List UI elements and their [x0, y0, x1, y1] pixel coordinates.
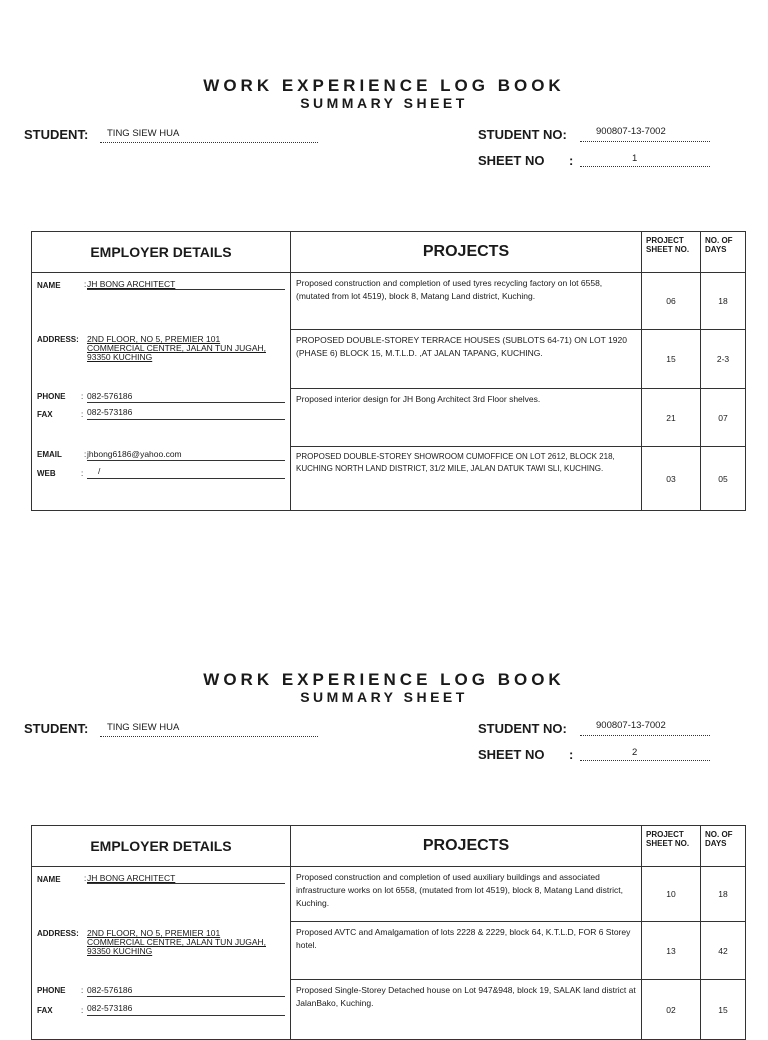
- address-line-3: 93350 KUCHING: [87, 352, 153, 362]
- web-colon: :: [81, 469, 84, 478]
- address-line-1: 2ND FLOOR, NO 5, PREMIER 101: [87, 334, 221, 344]
- student-no: 900807-13-7002: [596, 126, 666, 137]
- project-days: 07: [701, 388, 746, 446]
- project-description: Proposed interior design for JH Bong Architect 3rd Floor shelves.: [291, 388, 642, 446]
- project-description: Proposed construction and completion of used auxiliary buildings and associated infrastructure works on lot 6558, (mutated from lot 4519), block 8, Matang Land district, Kuching.: [291, 867, 642, 922]
- address-line-3: 93350 KUCHING: [87, 946, 153, 956]
- phone-value: 082-576186: [87, 391, 133, 401]
- project-days: 15: [701, 980, 746, 1040]
- web-underline: [87, 478, 285, 479]
- fax-label: FAX: [37, 410, 53, 419]
- employer-details-header: EMPLOYER DETAILS: [32, 826, 291, 867]
- email-value: jhbong6186@yahoo.com: [87, 449, 182, 459]
- projects-header: PROJECTS: [291, 826, 642, 867]
- sheet-no-colon: :: [569, 153, 574, 168]
- employer-name: JH BONG ARCHITECT: [87, 279, 176, 289]
- email-label: EMAIL: [37, 450, 62, 459]
- phone-colon: :: [81, 986, 84, 995]
- name-label: NAME: [37, 281, 61, 290]
- project-days: 18: [701, 273, 746, 330]
- phone-colon: :: [81, 392, 84, 401]
- project-sheet-no: 13: [642, 922, 701, 980]
- sheet-subtitle: SUMMARY SHEET: [300, 95, 468, 111]
- address-label: ADDRESS:: [37, 335, 79, 344]
- sheet-title: WORK EXPERIENCE LOG BOOK: [203, 670, 565, 689]
- project-sheet-no: 21: [642, 388, 701, 446]
- project-sheet-no: 10: [642, 867, 701, 922]
- summary-table: [31, 825, 746, 1040]
- web-label: WEB: [37, 469, 56, 478]
- name-colon: :: [84, 280, 87, 289]
- projects-header: PROJECTS: [291, 232, 642, 273]
- employer-details: [32, 867, 291, 1040]
- summary-table: [31, 231, 746, 511]
- project-days: 05: [701, 447, 746, 511]
- project-sheet-no: 03: [642, 447, 701, 511]
- student-name: TING SIEW HUA: [107, 128, 180, 139]
- project-days: 42: [701, 922, 746, 980]
- address-label: ADDRESS:: [37, 929, 79, 938]
- project-description: PROPOSED DOUBLE-STOREY TERRACE HOUSES (SUBLOTS 64-71) ON LOT 1920 (PHASE 6) BLOCK 15, M.T.L.D. ,AT JALAN TAPANG, KUCHING.: [291, 330, 642, 388]
- project-description: Proposed Single-Storey Detached house on Lot 947&948, block 19, SALAK land district at JalanBako, Kuching.: [291, 980, 642, 1040]
- summary-sheet-2: [0, 594, 768, 1024]
- email-colon: :: [84, 450, 87, 459]
- fax-colon: :: [81, 410, 84, 419]
- fax-colon: :: [81, 1006, 84, 1015]
- phone-label: PHONE: [37, 986, 66, 995]
- phone-label: PHONE: [37, 392, 66, 401]
- employer-details: [32, 273, 291, 511]
- project-sheet-no: 02: [642, 980, 701, 1040]
- web-value: /: [98, 466, 101, 476]
- phone-underline: [87, 402, 285, 403]
- name-underline: [87, 289, 285, 290]
- email-underline: [87, 460, 285, 461]
- sheet-no: 1: [632, 153, 638, 164]
- sheet-no: 2: [632, 747, 638, 758]
- name-label: NAME: [37, 875, 61, 884]
- name-colon: :: [84, 874, 87, 883]
- student-no-label: STUDENT NO:: [478, 127, 567, 142]
- project-sheet-header: PROJECT SHEET NO.: [642, 232, 701, 273]
- sheet-title: WORK EXPERIENCE LOG BOOK: [203, 76, 565, 95]
- student-no-label: STUDENT NO:: [478, 721, 567, 736]
- phone-underline: [87, 996, 285, 997]
- student-label: STUDENT:: [24, 127, 89, 142]
- student-label: STUDENT:: [24, 721, 89, 736]
- employer-details-header: EMPLOYER DETAILS: [32, 232, 291, 273]
- student-name: TING SIEW HUA: [107, 722, 180, 733]
- address-line-2: COMMERCIAL CENTRE, JALAN TUN JUGAH,: [87, 343, 266, 353]
- sheet-no-line: [580, 152, 710, 167]
- name-underline: [87, 883, 285, 884]
- days-header: NO. OF DAYS: [701, 826, 746, 867]
- address-line-2: COMMERCIAL CENTRE, JALAN TUN JUGAH,: [87, 937, 266, 947]
- project-days: 2-3: [701, 330, 746, 388]
- fax-underline: [87, 419, 285, 420]
- project-description: Proposed AVTC and Amalgamation of lots 2228 & 2229, block 64, K.T.L.D, FOR 6 Storey hotel.: [291, 922, 642, 980]
- project-sheet-header: PROJECT SHEET NO.: [642, 826, 701, 867]
- fax-value: 082-573186: [87, 1003, 133, 1013]
- student-no: 900807-13-7002: [596, 720, 666, 731]
- project-description: PROPOSED DOUBLE-STOREY SHOWROOM CUMOFFICE ON LOT 2612, BLOCK 218, KUCHING NORTH LAND DISTRICT, 31/2 MILE, JALAN DATUK TAWI SLI, KUCHING.: [291, 447, 642, 511]
- employer-name: JH BONG ARCHITECT: [87, 873, 176, 883]
- sheet-no-label: SHEET NO: [478, 153, 545, 168]
- project-sheet-no: 06: [642, 273, 701, 330]
- project-sheet-no: 15: [642, 330, 701, 388]
- phone-value: 082-576186: [87, 985, 133, 995]
- sheet-subtitle: SUMMARY SHEET: [300, 689, 468, 705]
- project-days: 18: [701, 867, 746, 922]
- sheet-no-line: [580, 746, 710, 761]
- project-description: Proposed construction and completion of used tyres recycling factory on lot 6558, (mutated from lot 4519), block 8, Matang Land district, Kuching.: [291, 273, 642, 330]
- sheet-no-colon: :: [569, 747, 574, 762]
- fax-underline: [87, 1015, 285, 1016]
- address-line-1: 2ND FLOOR, NO 5, PREMIER 101: [87, 928, 221, 938]
- days-header: NO. OF DAYS: [701, 232, 746, 273]
- fax-value: 082-573186: [87, 407, 133, 417]
- fax-label: FAX: [37, 1006, 53, 1015]
- sheet-no-label: SHEET NO: [478, 747, 545, 762]
